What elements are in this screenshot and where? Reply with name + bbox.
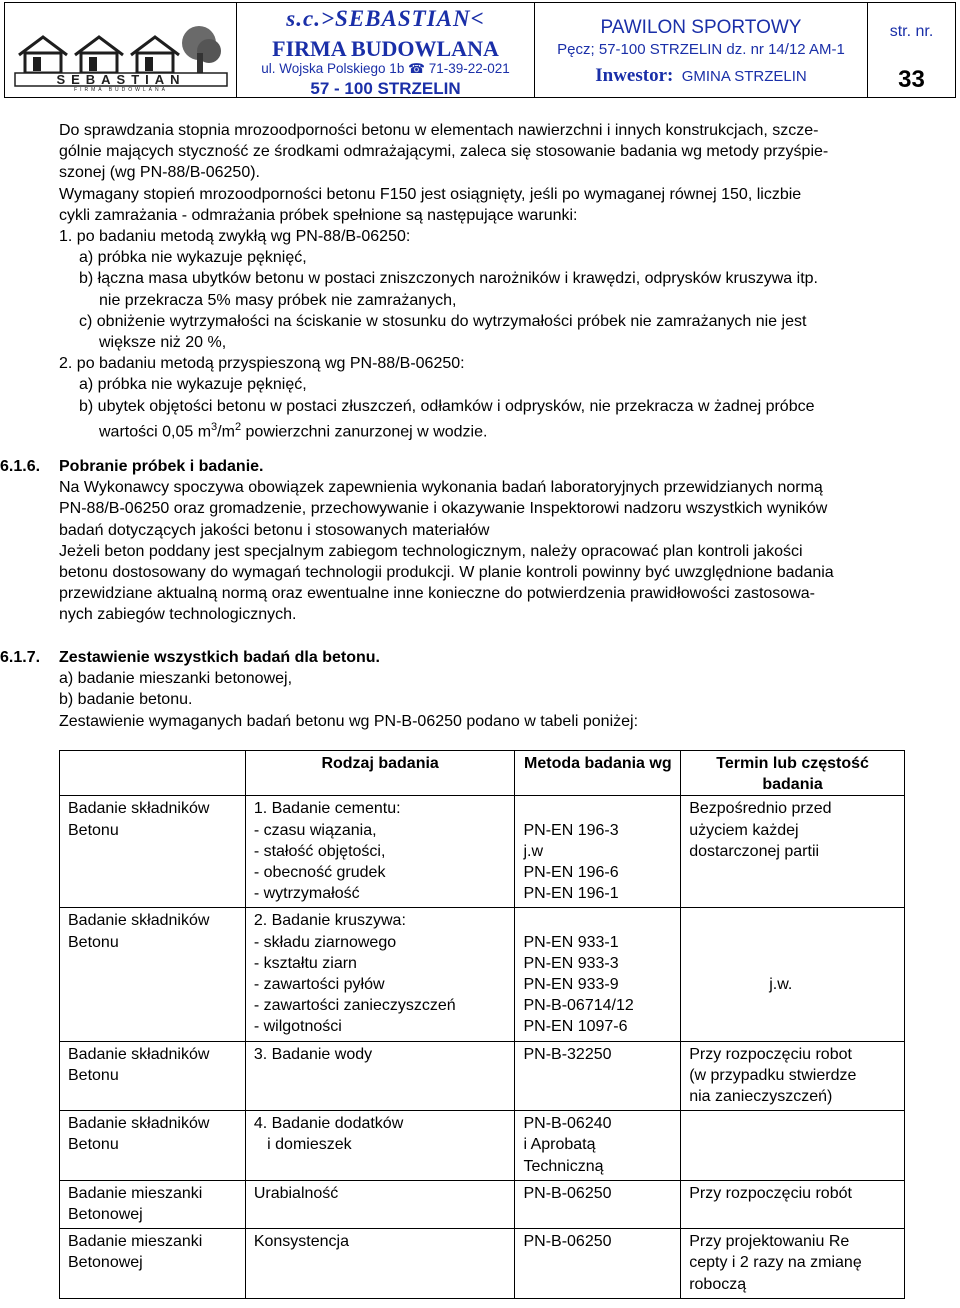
cell-line: 3. Badanie wody: [253, 1045, 373, 1063]
table-cell-method: [515, 1111, 681, 1181]
cell-line: - zawartości pyłów: [253, 976, 385, 994]
cell-line: PN-EN 196-1: [523, 885, 619, 903]
page-number-cell: [868, 3, 955, 97]
cell-line: PN-EN 933-9: [523, 976, 619, 994]
cell-line: PN-B-32250: [523, 1045, 612, 1063]
section-6-1-6-line-6: przewidziane aktualną normą oraz ewentualne inne konieczne do potwierdzenia prawidłowości zastosowa-: [59, 585, 815, 603]
table-cell-type: [245, 1229, 515, 1299]
condition-1-b-cont: nie przekracza 5% masy próbek nie zamrażanych,: [99, 291, 457, 309]
cell-line: [689, 932, 896, 953]
condition-1-c: c) obniżenie wytrzymałości na ściskanie w stosunku do wytrzymałości próbek nie zamrażanych nie jest: [79, 312, 807, 330]
logo-text: SEBASTIAN: [56, 72, 186, 87]
project-investor: [535, 65, 867, 87]
cell-line: użyciem każdej: [689, 821, 799, 839]
cell-line: - wytrzymałość: [253, 885, 360, 903]
cell-line: Przy rozpoczęciu robot: [689, 1045, 852, 1063]
cell-line: Urabialność: [253, 1184, 339, 1202]
cell-line: j.w.: [769, 976, 793, 994]
table-header-row: [60, 751, 905, 796]
table-cell-group: [60, 1041, 246, 1111]
company-cell: [237, 3, 535, 97]
cell-line: roboczą: [689, 1275, 747, 1293]
cell-line: [523, 910, 672, 931]
header-group: [60, 751, 246, 796]
table-cell-term: [681, 1041, 905, 1111]
cell-line: Betonu: [68, 1066, 119, 1084]
logo-cell: [5, 3, 237, 97]
cell-line: - czasu wiązania,: [253, 821, 377, 839]
phone-icon: ☎: [408, 61, 425, 76]
cell-line: - składu ziarnowego: [253, 933, 397, 951]
project-location: Pęcz; 57-100 STRZELIN dz. nr 14/12 AM-1: [557, 41, 845, 58]
cell-line: 2. Badanie kruszywa:: [253, 912, 406, 930]
header-type: Rodzaj badania: [245, 751, 515, 796]
table-row: [60, 1229, 905, 1299]
cell-line: PN-B-06250: [523, 1184, 612, 1202]
table-cell-method: [515, 796, 681, 908]
condition-1-title: 1. po badaniu metodą zwykłą wg PN-88/B-06250:: [59, 228, 411, 246]
intro-line-2: gólnie mających styczność ze środkami odmrażającymi, zaleca się stosowanie badania wg metody przyśpie-: [59, 143, 829, 161]
page-header: [4, 2, 956, 98]
tests-table: [59, 750, 905, 1299]
investor-name: GMINA STRZELIN: [681, 68, 807, 85]
section-6-1-6-line-3: badań dotyczących jakości betonu i stosowanych materiałów: [59, 521, 490, 539]
investor-label: Inwestor:: [595, 65, 674, 86]
cell-line: i domieszek: [253, 1136, 352, 1154]
logo-subtext: FIRMA BUDOWLANA: [74, 87, 168, 91]
table-cell-term: [681, 908, 905, 1041]
table-cell-method: [515, 1041, 681, 1111]
cell-line: PN-EN 933-3: [523, 954, 619, 972]
condition-2-b: b) ubytek objętości betonu w postaci złuszczeń, odłamków i odprysków, nie przekracza w żadnej próbce: [79, 397, 815, 415]
cell-line: PN-EN 933-1: [523, 933, 619, 951]
section-6-1-7: [0, 647, 940, 732]
section-6-1-6-line-5: betonu dostosowany do wymagań technologii produkcji. W planie kontroli powinny być uwzględnione badania: [59, 564, 834, 582]
cell-line: PN-EN 1097-6: [523, 1018, 628, 1036]
header-method: Metoda badania wg: [515, 751, 681, 796]
company-address: ul. Wojska Polskiego 1b ☎ 71-39-22-021: [261, 61, 510, 76]
section-6-1-6-heading: 6.1.6. Pobranie próbek i badanie.: [0, 458, 264, 475]
frost-resistance-section: [59, 120, 940, 442]
cell-line: [523, 798, 672, 819]
cell-line: i Aprobatą: [523, 1136, 596, 1154]
table-cell-group: [60, 1229, 246, 1299]
cell-line: Badanie składników: [68, 1045, 210, 1063]
cell-line: Badanie składników: [68, 800, 210, 818]
cell-line: Przy projektowaniu Re: [689, 1233, 850, 1251]
cell-line: [689, 910, 896, 931]
cell-line: - stałość objętości,: [253, 842, 386, 860]
condition-1-b: b) łączna masa ubytków betonu w postaci zniszczonych narożników i krawędzi, odprysków kruszywa itp.: [79, 270, 818, 288]
cell-line: Betonu: [68, 1136, 119, 1154]
cell-line: [689, 1113, 896, 1134]
section-6-1-6-line-1: Na Wykonawcy spoczywa obowiązek zapewnienia wykonania badań laboratoryjnych przewidzianych normą: [59, 479, 823, 497]
cell-line: Badanie składników: [68, 1115, 210, 1133]
section-6-1-6-line-4: Jeżeli beton poddany jest specjalnym zabiegom technologicznym, należy opracować plan kontroli jakości: [59, 542, 803, 560]
section-6-1-7-item-b: b) badanie betonu.: [59, 691, 193, 709]
cell-line: 4. Badanie dodatków: [253, 1115, 404, 1133]
cell-line: - obecność grudek: [253, 864, 386, 882]
cell-line: j.w: [523, 842, 544, 860]
table-cell-term: [681, 1229, 905, 1299]
cell-line: PN-EN 196-3: [523, 821, 619, 839]
table-cell-group: [60, 796, 246, 908]
table-cell-type: [245, 1041, 515, 1111]
cell-line: Bezpośrednio przed: [689, 800, 832, 818]
cell-line: dostarczonej partii: [689, 842, 820, 860]
table-cell-method: [515, 908, 681, 1041]
cell-line: (w przypadku stwierdze: [689, 1066, 857, 1084]
cell-line: Konsystencja: [253, 1233, 349, 1251]
requirement-line-2: cykli zamrażania - odmrażania próbek spełnione są następujące warunki:: [59, 206, 578, 224]
company-name: FIRMA BUDOWLANA: [272, 36, 499, 61]
cell-line: Badanie składników: [68, 912, 210, 930]
section-6-1-7-heading: 6.1.7. Zestawienie wszystkich badań dla betonu.: [0, 649, 380, 666]
table-row: [60, 1111, 905, 1181]
table-cell-term: [681, 1111, 905, 1181]
table-cell-term: [681, 796, 905, 908]
table-cell-term: [681, 1180, 905, 1228]
section-6-1-6: [0, 456, 940, 626]
table-cell-type: [245, 796, 515, 908]
cell-line: PN-EN 196-6: [523, 864, 619, 882]
section-6-1-6-line-7: nych zabiegów technologicznych.: [59, 606, 297, 624]
cell-line: [689, 953, 896, 974]
company-stylized-name: s.c.>SEBASTIAN<: [286, 6, 485, 31]
project-cell: [535, 3, 868, 97]
cell-line: Betonu: [68, 821, 119, 839]
cell-line: Badanie mieszanki: [68, 1184, 203, 1202]
company-city: 57 - 100 STRZELIN: [310, 79, 461, 98]
company-logo: [13, 25, 229, 91]
cell-line: Badanie mieszanki: [68, 1233, 203, 1251]
table-cell-type: [245, 1111, 515, 1181]
cell-line: Betonowej: [68, 1254, 143, 1272]
cell-line: PN-B-06250: [523, 1233, 612, 1251]
table-cell-method: [515, 1180, 681, 1228]
condition-1-a: a) próbka nie wykazuje pęknięć,: [79, 249, 307, 267]
cell-line: Betonowej: [68, 1206, 143, 1224]
page-number: 33: [898, 66, 925, 93]
section-6-1-6-line-2: PN-88/B-06250 oraz gromadzenie, przechowywanie i okazywanie Inspektorowi nadzoru wszystkich wyników: [59, 500, 828, 518]
condition-2-title: 2. po badaniu metodą przyspieszoną wg PN-88/B-06250:: [59, 355, 465, 373]
section-6-1-7-item-a: a) badanie mieszanki betonowej,: [59, 670, 293, 688]
table-cell-type: [245, 1180, 515, 1228]
table-cell-group: [60, 1111, 246, 1181]
page-label: str. nr.: [889, 23, 934, 40]
condition-2-a: a) próbka nie wykazuje pęknięć,: [79, 376, 307, 394]
intro-line-3: szonej (wg PN-88/B-06250).: [59, 164, 260, 182]
cell-line: PN-B-06714/12: [523, 997, 634, 1015]
table-row: [60, 1041, 905, 1111]
header-term: Termin lub częstość badania: [681, 751, 905, 796]
section-6-1-7-intro: Zestawienie wymaganych badań betonu wg PN-B-06250 podano w tabeli poniżej:: [59, 712, 639, 730]
project-title: PAWILON SPORTOWY: [600, 17, 802, 38]
table-cell-group: [60, 908, 246, 1041]
cell-line: - kształtu ziarn: [253, 954, 357, 972]
intro-line-1: Do sprawdzania stopnia mrozoodporności betonu w elementach nawierzchni i innych konstrukcjach, szcze-: [59, 122, 819, 139]
table-row: [60, 796, 905, 908]
table-row: [60, 908, 905, 1041]
table-cell-group: [60, 1180, 246, 1228]
condition-1-c-cont: większe niż 20 %,: [99, 334, 227, 352]
cell-line: Przy rozpoczęciu robót: [689, 1184, 852, 1202]
cell-line: nia zanieczyszczeń): [689, 1088, 833, 1106]
cell-line: - wilgotności: [253, 1018, 342, 1036]
cell-line: PN-B-06240: [523, 1115, 612, 1133]
table-cell-type: [245, 908, 515, 1041]
table-row: [60, 1180, 905, 1228]
cell-line: Techniczną: [523, 1157, 604, 1175]
cell-line: - zawartości zanieczyszczeń: [253, 997, 456, 1015]
cell-line: cepty i 2 razy na zmianę: [689, 1254, 862, 1272]
condition-2-b-cont: wartości 0,05 $m^3/m^2$ powierzchni zanurzonej w wodzie.: [99, 420, 488, 441]
table-cell-method: [515, 1229, 681, 1299]
cell-line: Betonu: [68, 933, 119, 951]
requirement-line-1: Wymagany stopień mrozoodporności betonu F150 jest osiągnięty, jeśli po wymaganej równej 150, liczbie: [59, 185, 802, 203]
cell-line: 1. Badanie cementu:: [253, 800, 401, 818]
